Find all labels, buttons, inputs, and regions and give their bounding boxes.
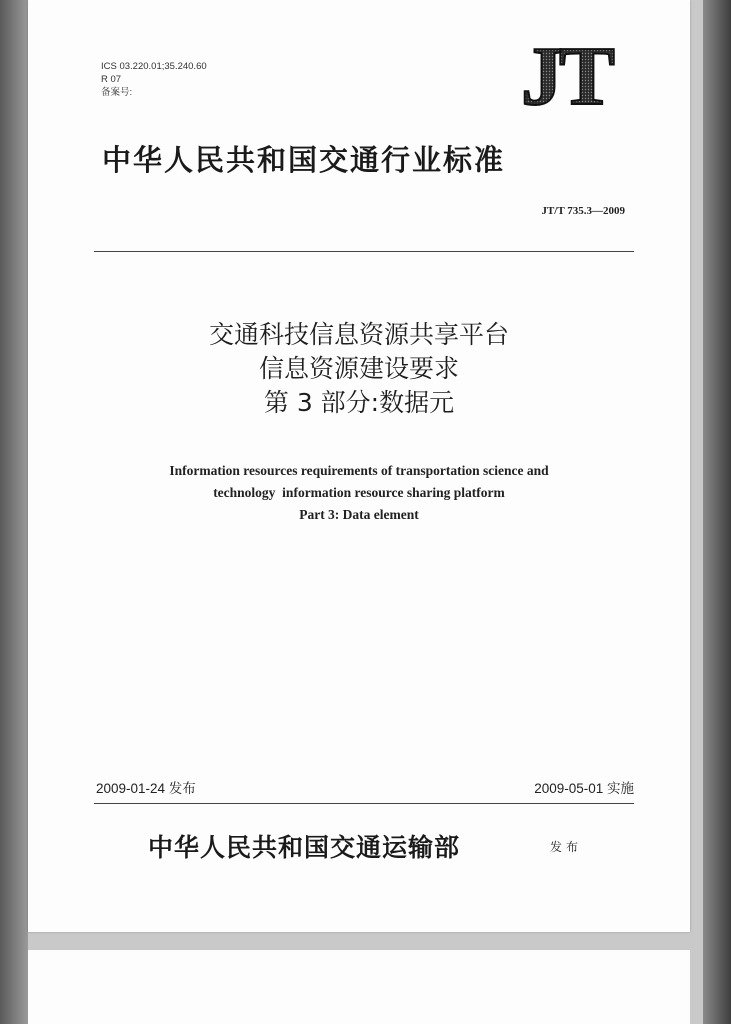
jt-logo xyxy=(500,40,632,110)
next-page xyxy=(28,950,690,1024)
chinese-title xyxy=(28,318,690,420)
issuer-name: 中华人民共和国交通运输部 xyxy=(148,833,461,862)
ics-code: ICS 03.220.01;35.240.60 xyxy=(101,61,207,72)
chinese-title-line-2: 信息资源建设要求 xyxy=(258,354,459,383)
document-page xyxy=(28,0,690,932)
chinese-title-line-3: 第 3 部分:数据元 xyxy=(263,388,455,417)
org-title: 中华人民共和国交通行业标准 xyxy=(102,143,506,177)
issuer-suffix: 发布 xyxy=(550,840,583,854)
chinese-title-line-1: 交通科技信息资源共享平台 xyxy=(208,320,509,349)
divider-bottom xyxy=(94,803,634,804)
standard-number: JT/T 735.3—2009 xyxy=(541,205,625,217)
english-title-line-1: Information resources requirements of transportation science and xyxy=(169,463,549,478)
english-title-line-2: technology information resource sharing platform xyxy=(213,485,505,500)
english-title-line-3: Part 3: Data element xyxy=(299,507,419,522)
record-number: 备案号: xyxy=(101,87,133,98)
divider-top xyxy=(94,251,634,252)
header-meta xyxy=(101,60,207,99)
implement-date: 2009-05-01 实施 xyxy=(534,781,634,796)
logo-text: JT xyxy=(520,40,612,110)
issue-date: 2009-01-24 发布 xyxy=(96,781,196,796)
english-title xyxy=(28,460,690,526)
class-code: R 07 xyxy=(101,74,122,85)
